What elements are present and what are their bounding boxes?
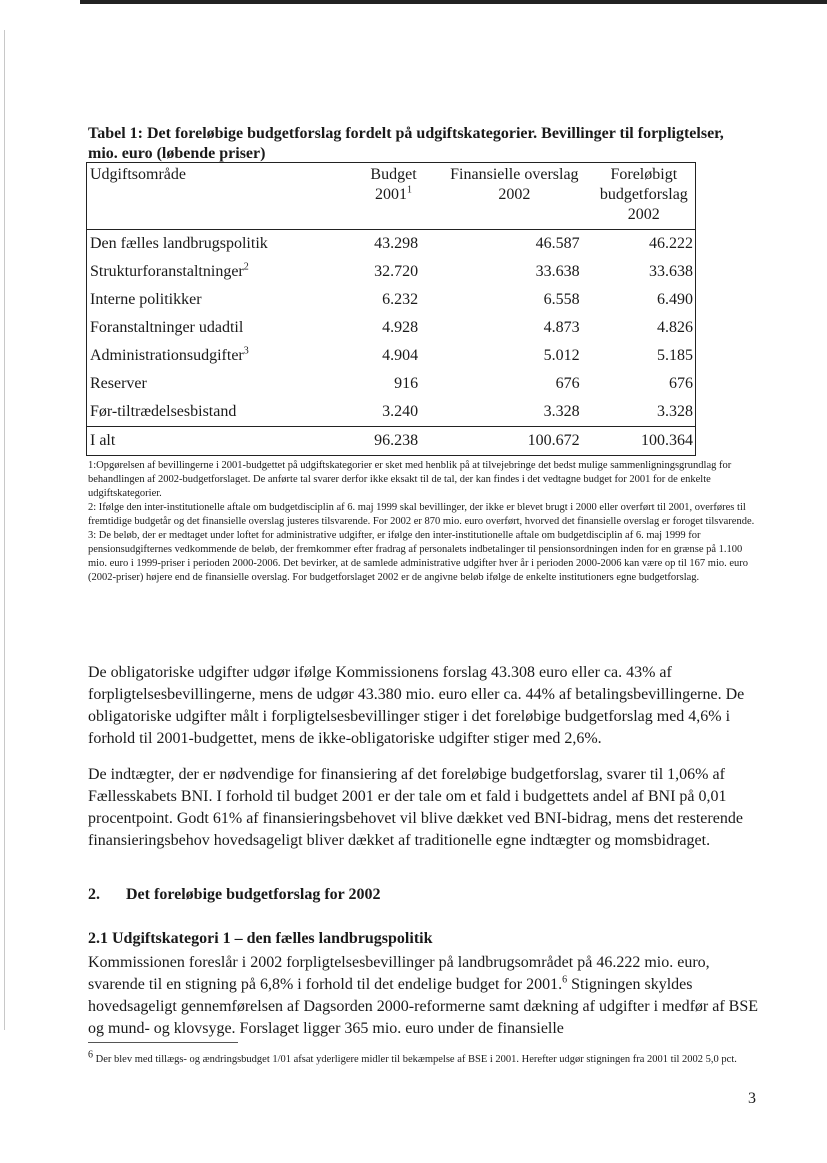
row-name: Interne politikker [90, 291, 202, 308]
paragraph-revenues: De indtægter, der er nødvendige for finansiering af det foreløbige budgetforslag, svarer til 1,06% af Fællesskabets BNI. I forhold til budget 2001 er der tale om et fald i budgettets andel af BNI på 0,01 procentpoint. Godt 61% af finansieringsbehovet vil blive dækket ved BNI-bidrag, mens det resterende finansieringsbehov hovedsageligt bliver dækket af traditionelle egne indtægter og momsbidraget. [88, 766, 743, 849]
table-total-row [87, 427, 696, 456]
header-preliminary-line3: 2002 [627, 206, 660, 223]
header-budget-footnote-ref: 1 [407, 184, 413, 196]
table-title: Tabel 1: Det foreløbige budgetforslag fordelt på udgiftskategorier. Bevillinger til forpligtelser, mio. euro (løbende priser) [88, 125, 724, 162]
row-financial: 3.328 [543, 403, 580, 420]
row-footnote-ref: 2 [243, 261, 249, 273]
budget-table [86, 162, 696, 456]
footnote-separator [88, 1042, 238, 1043]
row-name: Den fælles landbrugspolitik [90, 235, 268, 252]
header-preliminary [592, 163, 696, 230]
footnote [88, 1049, 758, 1067]
paragraph-agriculture-part1: Kommissionen foreslår i 2002 forpligtelsesbevillinger på landbrugsområdet på 46.222 mio. euro, svarende til en stigning på 6,8% i forhold til det endelige budget for 2001. [88, 954, 710, 993]
header-financial [446, 163, 592, 230]
scan-left-edge [4, 30, 5, 1030]
row-budget: 3.240 [382, 403, 419, 420]
total-name: I alt [87, 427, 340, 456]
table-row [87, 258, 696, 286]
row-financial: 46.587 [535, 235, 580, 252]
row-name: Før-tiltrædelsesbistand [90, 403, 237, 420]
table-header-row [87, 163, 696, 230]
subsection-heading: 2.1 Udgiftskategori 1 – den fælles landbrugspolitik [88, 930, 433, 947]
footnote-text: Der blev med tillægs- og ændringsbudget 1/01 afsat yderligere midler til bekæmpelse af BSE i 2001. Herefter udgør stigningen fra 2001 til 2002 5,0 pct. [93, 1054, 737, 1065]
header-budget-line1: Budget [370, 166, 417, 183]
row-name: Reserver [90, 375, 147, 392]
row-budget: 6.232 [382, 291, 419, 308]
table-note-1: 1:Opgørelsen af bevillingerne i 2001-budgettet på udgiftskategorier er sket med henblik på at tilvejebringe det bedst mulige sammenligningsgrundlag for behandlingen af 2002-budgetforslaget. De anførte tal svarer derfor ikke eksakt til de tal, der kan findes i det vedtagne budget for 2001 for de enkelte udgiftskategorier. [88, 460, 732, 499]
table-note-2: 2: Ifølge den inter-institutionelle aftale om budgetdisciplin af 6. maj 1999 skal bevillinger, der ikke er blevet brugt i 2000 eller overført til 2001, overføres til fremtidige budgetår og det finansielle overslag justeres tilsvarende. For 2002 er 870 mio. euro overført, hvorved det finansielle overslag er foroget tilsvarende. [88, 502, 755, 527]
header-financial-line2: 2002 [498, 186, 531, 203]
row-name: Foranstaltninger udadtil [90, 319, 244, 336]
row-budget: 32.720 [374, 263, 419, 280]
table-row [87, 286, 696, 314]
section-title: Det foreløbige budgetforslag for 2002 [126, 886, 381, 903]
total-preliminary: 100.364 [592, 427, 696, 456]
row-budget: 43.298 [374, 235, 419, 252]
table-row [87, 398, 696, 427]
section-heading [88, 886, 380, 904]
table-row [87, 314, 696, 342]
paragraph-obligatory-expenses: De obligatoriske udgifter udgør ifølge Kommissionens forslag 43.308 euro eller ca. 43% af forpligtelsesbevillingerne, mens de udgør 43.380 mio. euro eller ca. 44% af betalingsbevillingerne. De obligatoriske udgifter målt i forpligtelsesbevillinger stiger i det foreløbige budgetforslag med 4,6% i forhold til 2001-budgettet, mens de ikke-obligatoriske udgifter stiger med 2,6%. [88, 664, 745, 747]
total-financial: 100.672 [446, 427, 592, 456]
header-financial-line1: Finansielle overslag [450, 166, 579, 183]
row-preliminary: 5.185 [592, 342, 696, 370]
row-financial: 676 [555, 375, 580, 392]
header-preliminary-line2: budgetforslag [599, 186, 688, 203]
section-number: 2. [88, 886, 100, 903]
row-name: Strukturforanstaltninger [90, 263, 244, 280]
row-name: Administrationsudgifter [90, 347, 244, 364]
row-footnote-ref: 3 [243, 345, 249, 357]
table-note-3: 3: De beløb, der er medtaget under loftet for administrative udgifter, er ifølge den inter-institutionelle aftale om budgetdisciplin af 6. maj 1999 for pensionsudgifternes vedkommende de beløb, der fremkommer efter fradrag af personalets indbetalinger til pensionsordningen inden for en grænse på 1.100 mio. euro i 1999-priser i perioden 2000-2006. Det bevirker, at de samlede administrative udgifter hver år i perioden 2000-2006 kan være op til 167 mio. euro (2002-priser) højere end de finansielle overslag. For budgetforslaget 2002 er de angivne beløb ifølge de enkelte institutioners egne budgetforslag. [88, 530, 749, 583]
row-preliminary: 6.490 [592, 286, 696, 314]
table-notes [88, 459, 758, 585]
header-budget-line2: 2001 [375, 186, 408, 203]
row-preliminary: 46.222 [592, 230, 696, 259]
row-preliminary: 33.638 [592, 258, 696, 286]
header-preliminary-line1: Foreløbigt [610, 166, 678, 183]
header-budget [340, 163, 446, 230]
footnote-number: 6 [88, 1049, 93, 1061]
row-preliminary: 4.826 [592, 314, 696, 342]
row-financial: 4.873 [543, 319, 580, 336]
scan-top-edge [80, 0, 827, 4]
row-financial: 6.558 [543, 291, 580, 308]
row-budget: 916 [394, 375, 419, 392]
row-financial: 5.012 [543, 347, 580, 364]
row-budget: 4.928 [382, 319, 419, 336]
paragraph-agriculture-part2: Stigningen skyldes hovedsageligt gennemførelsen af Dagsorden 2000-reformerne samt dækning af udgifter i medfør af BSE og mund- og klovsyge. Forslaget ligger 365 mio. euro under de finansielle [88, 976, 759, 1037]
table-row [87, 342, 696, 370]
row-preliminary: 676 [592, 370, 696, 398]
page-number: 3 [748, 1090, 756, 1107]
row-budget: 4.904 [382, 347, 419, 364]
paragraph-agriculture [88, 952, 758, 1040]
footnote-ref-6: 6 [562, 974, 568, 986]
total-budget: 96.238 [340, 427, 446, 456]
table-row [87, 370, 696, 398]
row-financial: 33.638 [535, 263, 580, 280]
table-row [87, 230, 696, 259]
header-area: Udgiftsområde [87, 163, 340, 230]
row-preliminary: 3.328 [592, 398, 696, 427]
